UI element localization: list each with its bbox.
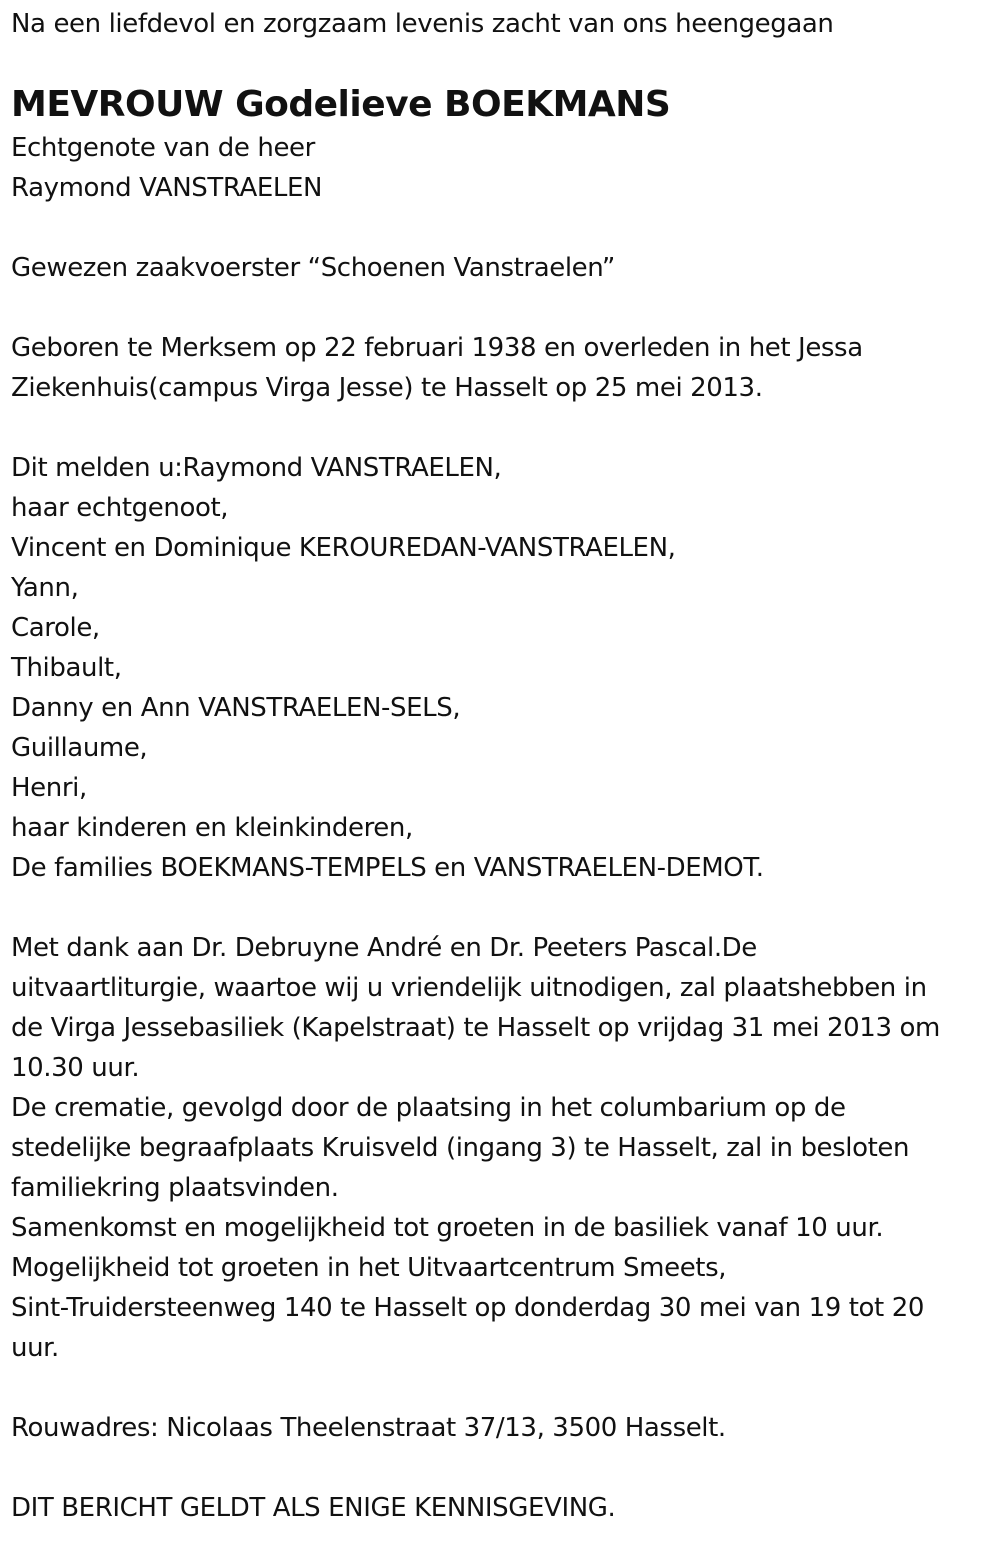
spouse-name: Raymond VANSTRAELEN — [11, 173, 323, 203]
spacer — [11, 888, 986, 928]
details-line: uitvaartliturgie, waartoe wij u vriendelijk uitnodigen, zal plaatshebben in — [11, 973, 927, 1003]
occupation-text: Gewezen zaakvoerster “Schoenen Vanstraelen” — [11, 253, 615, 283]
spacer — [11, 408, 986, 448]
details-line: uur. — [11, 1333, 59, 1363]
spacer — [11, 1368, 986, 1408]
details-line: Samenkomst en mogelijkheid tot groeten in de basiliek vanaf 10 uur. — [11, 1213, 884, 1243]
details-line: Mogelijkheid tot groeten in het Uitvaartcentrum Smeets, — [11, 1253, 727, 1283]
announcer-line: Carole, — [11, 613, 100, 643]
birth-death-line: Ziekenhuis(campus Virga Jesse) te Hasselt op 25 mei 2013. — [11, 373, 763, 403]
deceased-name: MEVROUW Godelieve BOEKMANS — [11, 84, 671, 125]
details-line: familiekring plaatsvinden. — [11, 1173, 339, 1203]
announcer-line: haar kinderen en kleinkinderen, — [11, 813, 413, 843]
details-line: 10.30 uur. — [11, 1053, 140, 1083]
announcer-line: Vincent en Dominique KEROUREDAN-VANSTRAELEN, — [11, 533, 676, 563]
birth-death-line: Geboren te Merksem op 22 februari 1938 en overleden in het Jessa — [11, 333, 863, 363]
announcer-line: Yann, — [11, 573, 79, 603]
spacer — [11, 208, 986, 248]
announcer-line: Guillaume, — [11, 733, 148, 763]
announcer-line: Henri, — [11, 773, 87, 803]
announcer-line: Thibault, — [11, 653, 122, 683]
announcer-line: haar echtgenoot, — [11, 493, 229, 523]
details-line: Met dank aan Dr. Debruyne André en Dr. Peeters Pascal.De — [11, 933, 757, 963]
details-line: De crematie, gevolgd door de plaatsing in het columbarium op de — [11, 1093, 846, 1123]
intro-text: Na een liefdevol en zorgzaam levenis zacht van ons heengegaan — [11, 9, 834, 39]
details-line: Sint-Truidersteenweg 140 te Hasselt op donderdag 30 mei van 19 tot 20 — [11, 1293, 924, 1323]
details-line: de Virga Jessebasiliek (Kapelstraat) te Hasselt op vrijdag 31 mei 2013 om — [11, 1013, 940, 1043]
announcer-line: Danny en Ann VANSTRAELEN-SELS, — [11, 693, 461, 723]
spacer — [11, 288, 986, 328]
spacer — [11, 1448, 986, 1488]
announcer-line: De families BOEKMANS-TEMPELS en VANSTRAELEN-DEMOT. — [11, 853, 764, 883]
closing-statement: DIT BERICHT GELDT ALS ENIGE KENNISGEVING. — [11, 1493, 616, 1523]
mourning-address: Rouwadres: Nicolaas Theelenstraat 37/13, 3500 Hasselt. — [11, 1413, 726, 1443]
details-line: stedelijke begraafplaats Kruisveld (ingang 3) te Hasselt, zal in besloten — [11, 1133, 910, 1163]
announcer-line: Dit melden u:Raymond VANSTRAELEN, — [11, 453, 502, 483]
death-notice — [11, 0, 986, 1528]
spouse-line: Echtgenote van de heer — [11, 133, 315, 163]
